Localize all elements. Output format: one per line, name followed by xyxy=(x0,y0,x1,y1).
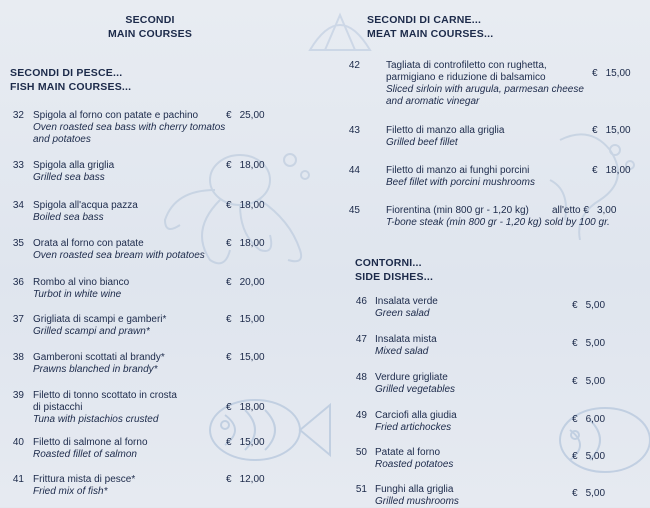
item-italian-name: Verdure grigliate xyxy=(375,372,448,383)
currency-label: € xyxy=(226,200,232,211)
price-value: 15,00 xyxy=(239,352,265,363)
item-english-name: Oven roasted sea bream with potatoes xyxy=(33,250,205,261)
heading-secondi-carne: SECONDI DI CARNE... xyxy=(367,14,482,26)
item-english-name: Fried artichockes xyxy=(375,422,452,433)
price-value: 15,00 xyxy=(605,125,631,136)
price-value: 5,00 xyxy=(585,451,606,462)
currency-label: € xyxy=(226,314,232,325)
item-italian-name: Gamberoni scottati al brandy* xyxy=(33,352,165,363)
price-value: 25,00 xyxy=(239,110,265,121)
currency-label: € xyxy=(572,338,578,349)
item-english-name: Prawns blanched in brandy* xyxy=(33,364,158,375)
item-english-name: Roasted fillet of salmon xyxy=(33,449,137,460)
item-italian-name: Filetto di manzo alla griglia xyxy=(386,125,505,136)
currency-label: € xyxy=(226,160,232,171)
item-price xyxy=(226,160,265,172)
item-italian-name: Insalata verde xyxy=(375,296,438,307)
item-number: 41 xyxy=(12,474,24,485)
item-english-name: Tuna with pistachios crusted xyxy=(33,414,159,425)
item-number: 33 xyxy=(12,160,24,171)
price-value: 15,00 xyxy=(239,437,265,448)
item-english-name: Grilled vegetables xyxy=(375,384,456,395)
item-number: 49 xyxy=(355,410,367,421)
item-number: 50 xyxy=(355,447,367,458)
item-english-name: Grilled sea bass xyxy=(33,172,105,183)
item-italian-name: Spigola alla griglia xyxy=(33,160,115,171)
item-number: 51 xyxy=(355,484,367,495)
section-contorni-en: SIDE DISHES... xyxy=(355,271,434,283)
currency-label: € xyxy=(226,110,232,121)
item-price xyxy=(572,414,605,426)
item-number: 35 xyxy=(12,238,24,249)
item-number: 43 xyxy=(348,125,360,136)
item-number: 42 xyxy=(348,60,360,71)
item-italian-name: Insalata mista xyxy=(375,334,437,345)
price-value: 18,00 xyxy=(239,402,265,413)
item-price xyxy=(226,110,265,122)
item-italian-name: Filetto di tonno scottato in crosta xyxy=(33,390,177,401)
item-english-name: and potatoes xyxy=(33,134,91,145)
item-price xyxy=(572,338,605,350)
currency-label: € xyxy=(572,376,578,387)
item-italian-name: Filetto di salmone al forno xyxy=(33,437,148,448)
section-fish-en: FISH MAIN COURSES... xyxy=(10,81,132,93)
item-italian-name: parmigiano e riduzione di balsamico xyxy=(386,72,546,83)
currency-label: € xyxy=(572,414,578,425)
currency-label: € xyxy=(592,165,598,176)
currency-label: € xyxy=(572,488,578,499)
heading-main-courses: MAIN COURSES xyxy=(107,28,193,40)
item-italian-name: Orata al forno con patate xyxy=(33,238,144,249)
item-price xyxy=(226,402,265,414)
item-price xyxy=(226,437,265,449)
item-english-name: Beef fillet with porcini mushrooms xyxy=(386,177,535,188)
item-english-name: Fried mix of fish* xyxy=(33,486,108,497)
section-fish xyxy=(10,66,131,94)
item-english-name: Turbot in white wine xyxy=(33,289,122,300)
price-value: 5,00 xyxy=(585,338,606,349)
currency-label: € xyxy=(592,68,598,79)
item-price xyxy=(226,200,265,212)
item-number: 45 xyxy=(348,205,360,216)
item-italian-name: Tagliata di controfiletto con rughetta, xyxy=(386,60,547,71)
heading-secondi: SECONDI xyxy=(125,14,175,26)
item-number: 44 xyxy=(348,165,360,176)
price-value: 15,00 xyxy=(605,68,631,79)
item-italian-name: Funghi alla griglia xyxy=(375,484,454,495)
currency-label: € xyxy=(226,402,232,413)
item-italian-name: Grigliata di scampi e gamberi* xyxy=(33,314,167,325)
price-value: 5,00 xyxy=(585,300,606,311)
item-english-name: Mixed salad xyxy=(375,346,429,357)
item-number: 46 xyxy=(355,296,367,307)
section-fish-it: SECONDI DI PESCE... xyxy=(10,67,123,79)
item-english-name: and aromatic vinegar xyxy=(386,96,480,107)
currency-label: € xyxy=(592,125,598,136)
item-price xyxy=(572,488,605,500)
price-value: 18,00 xyxy=(239,200,265,211)
item-number: 34 xyxy=(12,200,24,211)
price-value: 18,00 xyxy=(605,165,631,176)
price-value: 20,00 xyxy=(239,277,265,288)
item-price xyxy=(226,474,265,486)
item-italian-name: Rombo al vino bianco xyxy=(33,277,130,288)
item-italian-name: di pistacchi xyxy=(33,402,83,413)
item-number: 32 xyxy=(12,110,24,121)
currency-label: all'etto € xyxy=(552,205,589,216)
item-price xyxy=(572,451,605,463)
price-value: 6,00 xyxy=(585,414,606,425)
price-value: 15,00 xyxy=(239,314,265,325)
price-value: 5,00 xyxy=(585,376,606,387)
item-english-name: Grilled scampi and prawn* xyxy=(33,326,150,337)
section-contorni xyxy=(355,256,433,284)
item-price xyxy=(592,165,631,177)
item-price xyxy=(226,352,265,364)
item-italian-name: Patate al forno xyxy=(375,447,441,458)
item-italian-name: Carciofi alla giudia xyxy=(375,410,457,421)
item-italian-name: Frittura mista di pesce* xyxy=(33,474,136,485)
item-price xyxy=(226,238,265,250)
currency-label: € xyxy=(226,238,232,249)
currency-label: € xyxy=(226,352,232,363)
item-price xyxy=(572,300,605,312)
item-italian-name: Filetto di manzo ai funghi porcini xyxy=(386,165,530,176)
price-value: 12,00 xyxy=(239,474,265,485)
right-heading xyxy=(367,13,493,41)
item-italian-name: Spigola all'acqua pazza xyxy=(33,200,138,211)
item-number: 38 xyxy=(12,352,24,363)
item-number: 37 xyxy=(12,314,24,325)
item-italian-name: Spigola al forno con patate e pachino xyxy=(33,110,199,121)
item-english-name: Green salad xyxy=(375,308,430,319)
price-value: 18,00 xyxy=(239,238,265,249)
currency-label: € xyxy=(226,474,232,485)
section-contorni-it: CONTORNI... xyxy=(355,257,422,269)
item-price xyxy=(592,125,631,137)
item-italian-name: Fiorentina (min 800 gr - 1,20 kg) xyxy=(386,205,529,216)
price-value: 5,00 xyxy=(585,488,606,499)
left-heading xyxy=(90,13,210,41)
item-number: 36 xyxy=(12,277,24,288)
item-english-name: Boiled sea bass xyxy=(33,212,104,223)
item-price xyxy=(572,376,605,388)
item-english-name: Grilled beef fillet xyxy=(386,137,458,148)
item-price xyxy=(552,205,616,217)
item-price xyxy=(226,314,265,326)
item-english-name: Sliced sirloin with arugula, parmesan cheese xyxy=(386,84,584,95)
price-value: 18,00 xyxy=(239,160,265,171)
item-number: 39 xyxy=(12,390,24,401)
item-english-name: T-bone steak (min 800 gr - 1,20 kg) sold by 100 gr. xyxy=(386,217,610,228)
currency-label: € xyxy=(226,277,232,288)
item-price xyxy=(226,277,265,289)
item-english-name: Grilled mushrooms xyxy=(375,496,459,507)
item-number: 47 xyxy=(355,334,367,345)
item-price xyxy=(592,68,631,80)
item-english-name: Oven roasted sea bass with cherry tomatos xyxy=(33,122,226,133)
item-number: 40 xyxy=(12,437,24,448)
currency-label: € xyxy=(226,437,232,448)
item-number: 48 xyxy=(355,372,367,383)
item-english-name: Roasted potatoes xyxy=(375,459,454,470)
currency-label: € xyxy=(572,300,578,311)
price-value: 3,00 xyxy=(596,205,617,216)
heading-meat-main-courses: MEAT MAIN COURSES... xyxy=(367,28,494,40)
currency-label: € xyxy=(572,451,578,462)
